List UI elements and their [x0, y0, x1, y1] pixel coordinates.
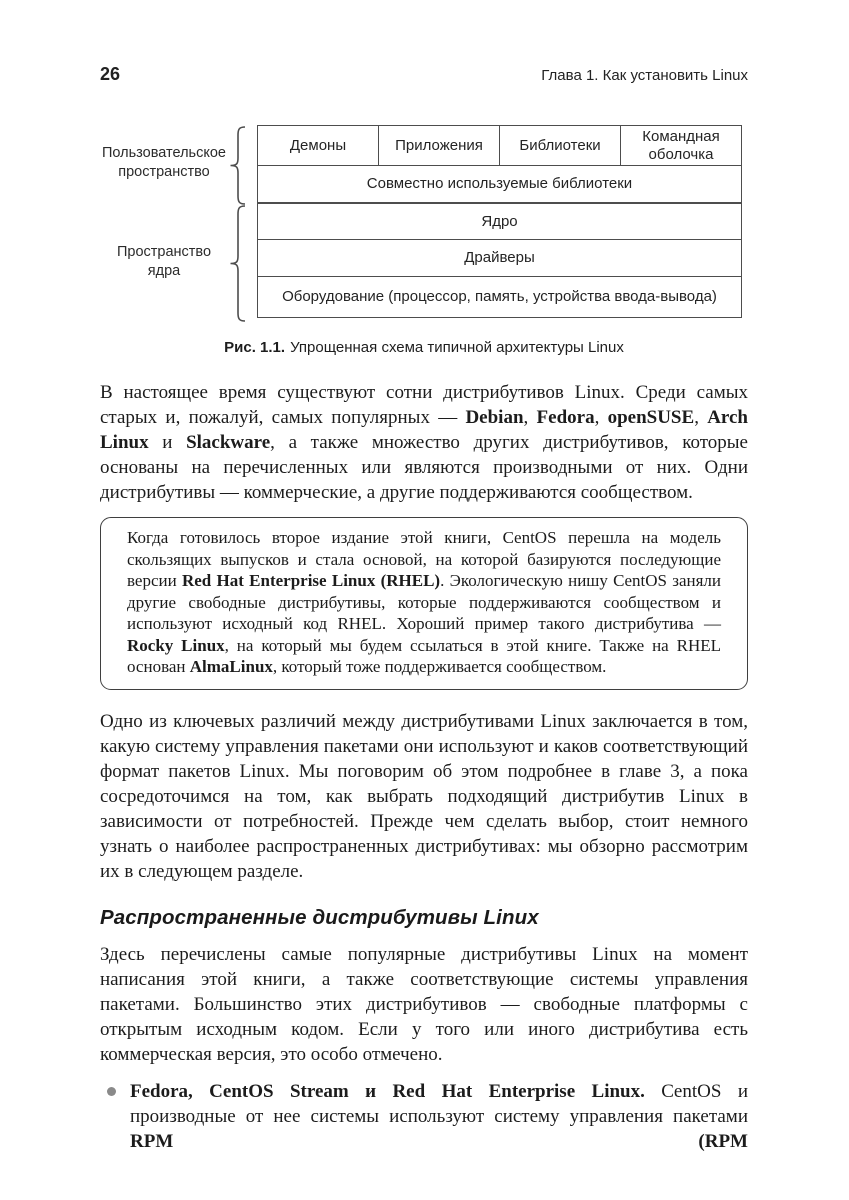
figure-linux-architecture	[100, 125, 748, 322]
kernel-space-brace-icon	[229, 205, 246, 322]
paragraph-distributions-intro: В настоящее время существуют сотни дистрибутивов Linux. Среди самых старых и, пожалуй, самых популярных — Debian, Fedora, openSUSE, Arch Linux и Slackware, а также множество других дистрибутивов, которые основаны на перечисленных или являются производными от них. Одни дистрибутивы — коммерческие, а другие поддерживаются сообществом.	[100, 382, 748, 503]
paragraph-popular-distributions: Здесь перечислены самые популярные дистрибутивы Linux на момент написания этой книги, а также соответствующие системы управления пакетами. Большинство этих дистрибутивов — свободные платформы с открытым исходным кодом. Если у того или иного дистрибутива есть коммерческая версия, это особо отмечено.	[100, 943, 748, 1065]
diagram-row-hardware: Оборудование (процессор, память, устройства ввода-вывода)	[258, 276, 741, 317]
figure-caption	[100, 339, 748, 356]
diagram-cell-daemons: Демоны	[289, 136, 347, 154]
page-number: 26	[100, 64, 121, 84]
diagram-row-userspace-components	[258, 126, 741, 165]
diagram-cell-libraries: Библиотеки	[499, 126, 620, 165]
user-space-brace-icon	[229, 126, 246, 205]
architecture-diagram	[257, 125, 742, 318]
label-kernel-space: Пространство ядра	[116, 244, 212, 279]
diagram-row-kernel: Ядро	[258, 202, 741, 239]
list-item-fedora-centos-rhel	[100, 1079, 748, 1154]
running-title: Глава 1. Как установить Linux	[541, 67, 748, 84]
diagram-row-shared-libraries: Совместно используемые библиотеки	[258, 165, 741, 202]
diagram-row-drivers: Драйверы	[258, 239, 741, 276]
running-head	[100, 0, 748, 85]
section-heading-common-distributions: Распространенные дистрибутивы Linux	[100, 905, 539, 929]
paragraph-package-systems: Одно из ключевых различий между дистрибутивами Linux заключается в том, какую систему управления пакетами они используют и каков соответствующий формат пакетов Linux. Мы поговорим об этом подробнее в главе 3, а пока сосредоточимся на том, как выбрать подходящий дистрибутив Linux в зависимости от потребностей. Прежде чем сделать выбор, стоит немного узнать о наиболее распространенных дистрибутивах: мы обзорно рассмотрим их в следующем разделе.	[100, 710, 748, 882]
note-box-text: Когда готовилось второе издание этой книги, CentOS перешла на модель скользящих выпусков и стала основой, на которой базируются последующие версии Red Hat Enterprise Linux (RHEL). Экологическую нишу CentOS заняли другие свободные дистрибутивы, которые поддерживаются сообществом и используют исходный код RHEL. Хороший пример такого дистрибутива — Rocky Linux, на который мы будем ссылаться в этой книге. Также на RHEL основан AlmaLinux, который тоже поддерживается сообществом.	[127, 528, 721, 676]
diagram-cell-shell: Командная оболочка	[620, 126, 741, 165]
label-user-space: Пользовательское пространство	[102, 145, 226, 180]
list-item-text: Fedora, CentOS Stream и Red Hat Enterprise Linux. CentOS и производные от нее системы используют систему управления пакетами RPM (RPM	[130, 1080, 748, 1152]
diagram-cell-applications: Приложения	[378, 126, 499, 165]
figure-caption-label: Рис. 1.1.	[224, 339, 286, 356]
figure-caption-text: Упрощенная схема типичной архитектуры Linux	[290, 339, 624, 356]
bullet-icon	[107, 1087, 116, 1096]
note-box-centos	[100, 517, 748, 690]
